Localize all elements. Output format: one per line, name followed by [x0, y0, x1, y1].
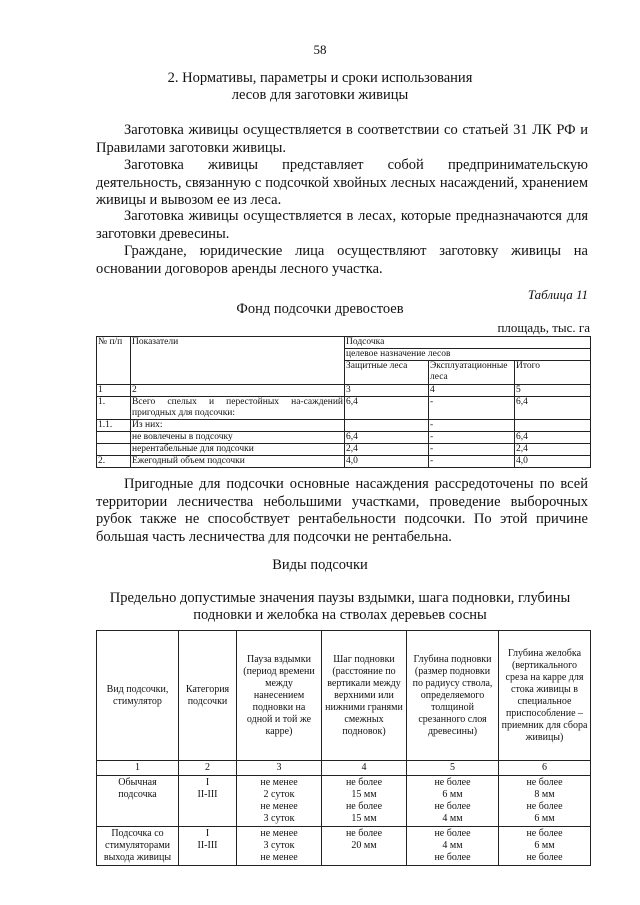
row-label: Из них:: [131, 420, 345, 432]
t2-colnum: 5: [407, 761, 499, 776]
row-exploitation: -: [429, 456, 515, 468]
t2-header: Глубина желобка (вертикального среза на карре для стока живицы в специальное приспособление – приемник для сбора живицы): [499, 631, 591, 761]
table2-title-line1: Предельно допустимые значения паузы вздымки, шага подновки, глубины: [109, 590, 571, 606]
row-label: Всего спелых и перестойных на-саждений пригодных для подсочки:: [132, 397, 343, 418]
row-num: 1.: [97, 397, 131, 420]
t2-header: Шаг подновки (расстояние по вертикали между верхними или нижними гранями смежных подновок): [322, 631, 407, 761]
row-num: [97, 444, 131, 456]
table-caption: Таблица 11: [527, 287, 588, 302]
t2-header: Категория подсочки: [179, 631, 237, 761]
t2-header: Пауза вздымки (период времени между нанесением подновки на одной и той же карре): [237, 631, 322, 761]
t2-step: не более 15 мм не более 15 мм: [322, 776, 407, 827]
row-protective: 4,0: [345, 456, 429, 468]
row-exploitation: -: [429, 432, 515, 444]
colnum: 2: [131, 385, 345, 397]
table-row: [97, 827, 591, 866]
row-exploitation: -: [429, 444, 515, 456]
table2-title: [90, 590, 590, 624]
t2-colnum: 2: [179, 761, 237, 776]
row-label: не вовлечены в подсочку: [131, 432, 345, 444]
t2-depth: не более 4 мм не более: [407, 827, 499, 866]
page-number: 58: [313, 42, 327, 57]
t2-header: Глубина подновки (размер подновки по радиусу ствола, определяемого толщиной срезанного слоя древесины): [407, 631, 499, 761]
row-label: нерентабельные для подсочки: [131, 444, 345, 456]
t2-colnum: 6: [499, 761, 591, 776]
row-protective: [345, 420, 429, 432]
header-protective: Защитные леса: [345, 361, 429, 385]
table2-title-line2: подновки и желобка на стволах деревьев сосны: [193, 607, 487, 623]
t2-step: не более 20 мм: [322, 827, 407, 866]
table-row: [97, 456, 591, 468]
header-podsochka: Подсочка: [345, 337, 591, 349]
row-protective: 2,4: [345, 444, 429, 456]
t2-category: I II-III: [179, 827, 237, 866]
table-row: [97, 432, 591, 444]
section-title-line2: лесов для заготовки живицы: [231, 87, 409, 103]
row-num: 2.: [97, 456, 131, 468]
tapping-table: [96, 630, 591, 866]
t2-depth: не более 6 мм не более 4 мм: [407, 776, 499, 827]
colnum: 1: [97, 385, 131, 397]
t2-groove: не более 8 мм не более 6 мм: [499, 776, 591, 827]
header-num: № п/п: [97, 337, 131, 385]
t2-colnum: 3: [237, 761, 322, 776]
paragraph-1: Заготовка живицы осуществляется в соответствии со статьей 31 ЛК РФ и Правилами заготовки живицы.: [96, 122, 588, 156]
table-row: [97, 420, 591, 432]
t2-pause: не менее 3 суток не менее: [237, 827, 322, 866]
colnum: 3: [345, 385, 429, 397]
table-unit: площадь, тыс. га: [497, 320, 590, 335]
row-protective: 6,4: [345, 397, 429, 420]
row-num: [97, 432, 131, 444]
subsection-title: Виды подсочки: [272, 557, 368, 573]
row-label: Ежегодный объем подсочки: [131, 456, 345, 468]
t2-type: Подсочка со стимуляторами выхода живицы: [97, 827, 179, 866]
t2-colnum: 1: [97, 761, 179, 776]
section-title: [100, 70, 540, 104]
paragraph-3: Заготовка живицы осуществляется в лесах, которые предназначаются для заготовки древесины.: [96, 208, 588, 242]
paragraph-4: Граждане, юридические лица осуществляют заготовку живицы на основании договоров аренды лесного участка.: [96, 243, 588, 277]
section-title-line1: 2. Нормативы, параметры и сроки использования: [167, 70, 473, 86]
row-total: 4,0: [515, 456, 591, 468]
row-total: [515, 420, 591, 432]
row-num: 1.1.: [97, 420, 131, 432]
header-purpose: целевое назначение лесов: [345, 349, 591, 361]
t2-type: Обычная подсочка: [97, 776, 179, 827]
table-row: [97, 776, 591, 827]
header-total: Итого: [515, 361, 591, 385]
row-total: 2,4: [515, 444, 591, 456]
t2-pause: не менее 2 суток не менее 3 суток: [237, 776, 322, 827]
row-exploitation: -: [429, 420, 515, 432]
row-total: 6,4: [515, 397, 591, 420]
t2-colnum: 4: [322, 761, 407, 776]
paragraph-after-table: Пригодные для подсочки основные насаждения рассредоточены по всей территории лесничества небольшими участками, проведение выборочных рубок также не способствует рентабельности подсочки. По этой причине большая часть лесничества для подсочки не рентабельна.: [96, 476, 588, 545]
colnum: 5: [515, 385, 591, 397]
row-total: 6,4: [515, 432, 591, 444]
colnum: 4: [429, 385, 515, 397]
table-title: Фонд подсочки древостоев: [236, 301, 404, 317]
t2-header: Вид подсочки, стимулятор: [97, 631, 179, 761]
t2-groove: не более 6 мм не более: [499, 827, 591, 866]
header-indicators: Показатели: [131, 337, 345, 385]
paragraph-2: Заготовка живицы представляет собой предпринимательскую деятельность, связанную с подсочкой хвойных лесных насаждений, хранением живицы и вывозом ее из леса.: [96, 157, 588, 208]
table-row: [97, 444, 591, 456]
header-exploitation: Эксплуатационные леса: [429, 361, 515, 385]
row-protective: 6,4: [345, 432, 429, 444]
t2-category: I II-III: [179, 776, 237, 827]
table-row: [97, 397, 591, 420]
fund-table: [96, 336, 591, 468]
row-exploitation: -: [429, 397, 515, 420]
